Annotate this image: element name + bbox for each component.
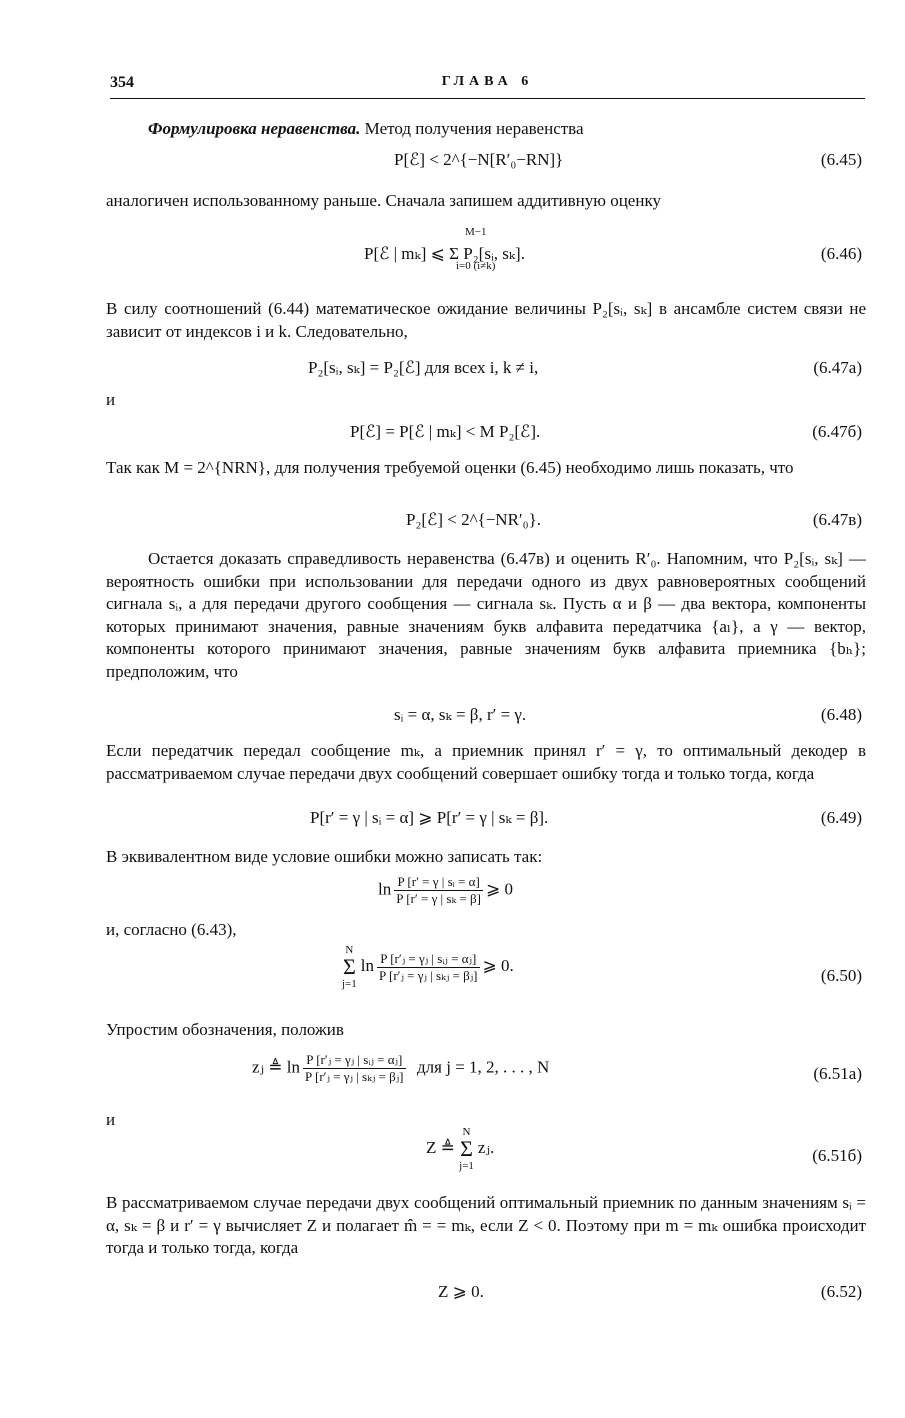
equation-body: Z ⩾ 0. bbox=[438, 1282, 484, 1301]
chapter-title: ГЛАВА 6 bbox=[441, 74, 534, 89]
denominator: P [r′ = γ | sₖ = β] bbox=[396, 891, 481, 906]
equation-number: (6.47а) bbox=[813, 358, 862, 377]
fraction bbox=[377, 951, 480, 984]
paragraph-2: аналогичен использованному раньше. Сначала запишем аддитивную оценку bbox=[106, 191, 661, 210]
numerator: P [r′ⱼ = γⱼ | sᵢⱼ = αⱼ] bbox=[303, 1052, 406, 1069]
sum-limits bbox=[459, 1126, 474, 1172]
paragraph-8: В эквивалентном виде условие ошибки можно записать так: bbox=[106, 847, 543, 866]
summand: zⱼ. bbox=[477, 1137, 495, 1157]
lhs: Z ≜ bbox=[426, 1137, 455, 1157]
equation-6-46 bbox=[106, 226, 866, 290]
log-prefix: ln bbox=[378, 879, 392, 899]
paragraph-9: и, согласно (6.43), bbox=[106, 920, 237, 939]
equation-6-50 bbox=[106, 942, 866, 1008]
equation-number: (6.51б) bbox=[812, 1146, 862, 1165]
equation-body: sᵢ = α, sₖ = β, r′ = γ. bbox=[394, 705, 527, 724]
conjunction-and-2: и bbox=[106, 1110, 116, 1129]
denominator: P [r′ⱼ = γⱼ | sₖⱼ = βⱼ] bbox=[379, 967, 478, 983]
equation-number: (6.46) bbox=[820, 244, 862, 263]
numerator: P [r′ = γ | sᵢ = α] bbox=[394, 874, 483, 891]
equation-body: P[ℰ | mₖ] ⩽ Σ P₂[sᵢ, sₖ]. bbox=[364, 244, 525, 263]
condition: для j = 1, 2, . . . , N bbox=[417, 1057, 550, 1077]
sum-bottom: j=1 bbox=[459, 1160, 474, 1172]
paragraph-7: Если передатчик передал сообщение mₖ, а приемник принял r′ = γ, то оптимальный декодер в рассматриваемом случае передачи двух сообщений совершает ошибку тогда и только тогда, когда bbox=[106, 741, 866, 783]
lhs: zⱼ ≜ ln bbox=[252, 1057, 301, 1077]
equation-number: (6.50) bbox=[820, 966, 862, 985]
equation-body: P₂[ℰ] < 2^{−NR′₀}. bbox=[406, 510, 541, 529]
page-header bbox=[110, 72, 865, 99]
equation-body: P[ℰ] = P[ℰ | mₖ] < M P₂[ℰ]. bbox=[350, 422, 541, 441]
sigma-symbol: Σ bbox=[460, 1136, 473, 1161]
paragraph-1 bbox=[106, 118, 866, 141]
equation-number: (6.49) bbox=[820, 808, 862, 827]
paragraph-6: Остается доказать справедливость неравенства (6.47в) и оценить R′₀. Напомним, что P₂[sᵢ, sₖ] — вероятность ошибки при использовании для передачи одного из двух равновероятных сообщений сигнала sᵢ, а для передачи другого сообщения — сигнала sₖ. Пусть α и β — два вектора, компоненты которых принимают значения, равные значениям букв алфавита передатчика {aₗ}, а γ — вектор, компоненты которого принимают значения, равные значениям букв алфавита приемника {bₕ}; предположим, что bbox=[106, 549, 866, 681]
sum-limits bbox=[342, 944, 357, 990]
equation-number: (6.45) bbox=[820, 150, 862, 169]
paragraph-12: В рассматриваемом случае передачи двух сообщений оптимальный приемник по данным значениям sᵢ = α, sₖ = β и r′ = γ вычисляет Z и полагает m̂ = = mₖ, если Z < 0. Поэтому при m = mₖ ошибка происходит тогда и только тогда, когда bbox=[106, 1193, 866, 1257]
equation-6-51b bbox=[106, 1124, 866, 1182]
equation-6-47a bbox=[106, 358, 866, 388]
inequality-suffix: ⩾ 0. bbox=[482, 955, 514, 975]
paragraph-text: Метод получения неравенства bbox=[364, 119, 584, 138]
equation-body bbox=[342, 944, 514, 990]
fraction bbox=[303, 1052, 406, 1085]
sum-top: N bbox=[345, 944, 354, 956]
equation-body: P[r′ = γ | sᵢ = α] ⩾ P[r′ = γ | sₖ = β]. bbox=[310, 808, 549, 827]
paragraph-5: Так как M = 2^{NRN}, для получения требуемой оценки (6.45) необходимо лишь показать, что bbox=[106, 458, 794, 477]
denominator: P [r′ⱼ = γⱼ | sₖⱼ = βⱼ] bbox=[305, 1069, 404, 1084]
equation-6-47b bbox=[106, 422, 866, 452]
equation-body bbox=[252, 1052, 549, 1085]
equation-body: P₂[sᵢ, sₖ] = P₂[ℰ] для всех i, k ≠ i, bbox=[308, 358, 539, 377]
sigma-symbol bbox=[456, 238, 495, 260]
log-prefix: ln bbox=[360, 955, 374, 975]
equation-6-51a bbox=[106, 1050, 866, 1094]
equation-6-47c bbox=[106, 510, 866, 540]
paragraph-10: Упростим обозначения, положив bbox=[106, 1020, 344, 1039]
equation-6-49 bbox=[106, 808, 866, 838]
equation-number: (6.47б) bbox=[812, 422, 862, 441]
equation-6-45 bbox=[106, 150, 866, 180]
sum-top: N bbox=[462, 1126, 471, 1138]
sum-top: M−1 bbox=[464, 226, 487, 238]
conjunction-and: и bbox=[106, 390, 116, 409]
equation-log-ratio bbox=[106, 872, 866, 916]
section-heading: Формулировка неравенства. bbox=[148, 119, 361, 138]
equation-6-52 bbox=[106, 1282, 866, 1312]
equation-number: (6.52) bbox=[820, 1282, 862, 1301]
equation-number: (6.51а) bbox=[813, 1064, 862, 1083]
inequality-suffix: ⩾ 0 bbox=[486, 879, 513, 899]
sum-limits bbox=[456, 226, 495, 272]
equation-body bbox=[426, 1126, 494, 1172]
fraction bbox=[394, 874, 483, 907]
paragraph-3: В силу соотношений (6.44) математическое ожидание величины P₂[sᵢ, sₖ] в ансамбле систем связи не зависит от индексов i и k. Следовательно, bbox=[106, 299, 866, 341]
sum-bottom: i=0 (i≠k) bbox=[456, 260, 496, 272]
equation-number: (6.47в) bbox=[812, 510, 862, 529]
equation-body: P[ℰ] < 2^{−N[R′₀−RN]} bbox=[394, 150, 564, 169]
sum-bottom: j=1 bbox=[342, 978, 357, 990]
page-number: 354 bbox=[110, 74, 134, 91]
equation-6-48 bbox=[106, 705, 866, 735]
equation-body bbox=[378, 874, 513, 907]
equation-number: (6.48) bbox=[820, 705, 862, 724]
numerator: P [r′ⱼ = γⱼ | sᵢⱼ = αⱼ] bbox=[377, 951, 480, 968]
sigma-symbol: Σ bbox=[342, 954, 356, 979]
